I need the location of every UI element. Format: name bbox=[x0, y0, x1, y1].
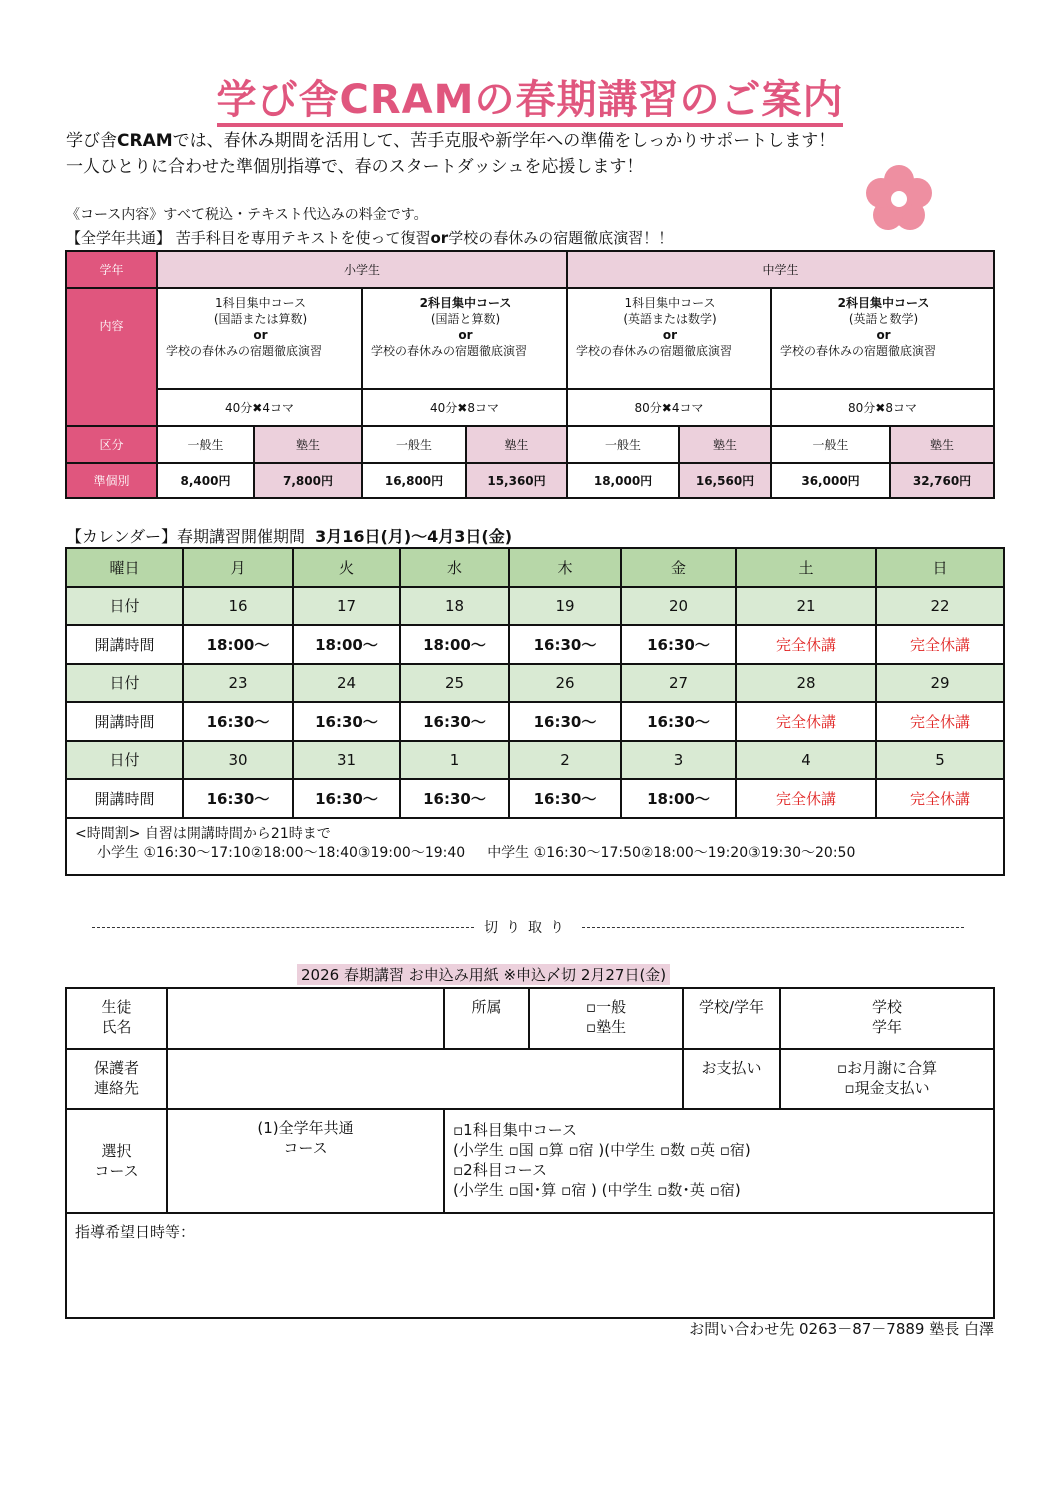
course-content: 2科目集中コース (国語と算数) or 学校の春休みの宿題徹底演習 bbox=[362, 288, 567, 389]
time-cell: 16:30～ bbox=[293, 779, 400, 818]
course-content: 2科目集中コース (英語と数学) or 学校の春休みの宿題徹底演習 bbox=[771, 288, 994, 389]
date-label: 日付 bbox=[66, 741, 183, 780]
checkbox-cash[interactable]: ▫現金支払い bbox=[844, 1079, 930, 1097]
one-subject-choices[interactable]: (小学生 ▫国 ▫算 ▫宿 )(中学生 ▫数 ▫英 ▫宿) bbox=[453, 1141, 751, 1159]
time-cell: 16:30～ bbox=[509, 702, 621, 741]
weekday: 土 bbox=[736, 548, 876, 587]
price-general: 8,400円 bbox=[157, 463, 254, 498]
time-cell: 16:30～ bbox=[509, 779, 621, 818]
time-cell: 16:30～ bbox=[621, 625, 736, 664]
date-cell: 23 bbox=[183, 664, 293, 703]
date-cell: 20 bbox=[621, 587, 736, 626]
flower-icon bbox=[866, 163, 932, 233]
date-cell: 21 bbox=[736, 587, 876, 626]
date-label: 日付 bbox=[66, 587, 183, 626]
guardian-contact-field[interactable] bbox=[167, 1049, 683, 1109]
course-duration: 40分✖4コマ bbox=[157, 389, 362, 426]
closed-cell: 完全休講 bbox=[736, 702, 876, 741]
date-cell: 16 bbox=[183, 587, 293, 626]
date-cell: 19 bbox=[509, 587, 621, 626]
category-general: 一般生 bbox=[567, 426, 679, 463]
course-table bbox=[65, 250, 995, 499]
closed-cell: 完全休講 bbox=[876, 702, 1004, 741]
two-subject-choices[interactable]: (小学生 ▫国･算 ▫宿 ) (中学生 ▫数･英 ▫宿) bbox=[453, 1181, 741, 1199]
common-course-note: 【全学年共通】 苦手科目を専用テキストを使って復習or学校の春休みの宿題徹底演習！！ bbox=[66, 229, 674, 247]
date-cell: 27 bbox=[621, 664, 736, 703]
affiliation-options bbox=[529, 988, 683, 1049]
date-cell: 22 bbox=[876, 587, 1004, 626]
checkbox-two-subject[interactable]: ▫2科目コース bbox=[453, 1161, 547, 1179]
date-cell: 4 bbox=[736, 741, 876, 780]
price-member: 32,760円 bbox=[890, 463, 994, 498]
payment-options bbox=[780, 1049, 994, 1109]
weekday: 金 bbox=[621, 548, 736, 587]
timetable-note: <時間割> 自習は開講時間から21時まで 小学生 ①16:30～17:10②18:00～18:40③19:00～19:40 中学生 ①16:30～17:50②18:00～19:20③19:30～20:50 bbox=[66, 818, 1004, 875]
course-type: (1)全学年共通 コース bbox=[167, 1109, 444, 1213]
time-label: 開講時間 bbox=[66, 779, 183, 818]
time-cell: 16:30～ bbox=[400, 702, 509, 741]
page-title: 学び舎CRAMの春期講習のご案内 bbox=[0, 68, 1060, 125]
row-label-category: 区分 bbox=[66, 426, 157, 463]
date-cell: 5 bbox=[876, 741, 1004, 780]
student-name-field[interactable] bbox=[167, 988, 444, 1049]
checkbox-member[interactable]: ▫塾生 bbox=[585, 1018, 627, 1036]
weekday: 日 bbox=[876, 548, 1004, 587]
price-general: 16,800円 bbox=[362, 463, 466, 498]
course-note: 《コース内容》すべて税込・テキスト代込みの料金です。 bbox=[66, 207, 428, 223]
category-member: 塾生 bbox=[890, 426, 994, 463]
closed-cell: 完全休講 bbox=[876, 779, 1004, 818]
price-general: 18,000円 bbox=[567, 463, 679, 498]
time-cell: 16:30～ bbox=[183, 779, 293, 818]
calendar-table bbox=[65, 547, 1005, 876]
intro-text: 学び舎CRAMでは、春休み期間を活用して、苦手克服や新学年への準備をしっかりサポートします！ 一人ひとりに合わせた準個別指導で、春のスタートダッシュを応援します！ bbox=[66, 131, 836, 177]
checkbox-monthly[interactable]: ▫お月謝に合算 bbox=[836, 1059, 938, 1077]
category-general: 一般生 bbox=[771, 426, 890, 463]
course-content: 1科目集中コース (国語または算数) or 学校の春休みの宿題徹底演習 bbox=[157, 288, 362, 389]
date-cell: 2 bbox=[509, 741, 621, 780]
contact-footer: お問い合わせ先 0263－87－7889 塾長 白澤 bbox=[689, 1320, 994, 1338]
weekday: 水 bbox=[400, 548, 509, 587]
time-cell: 16:30～ bbox=[400, 779, 509, 818]
grade-junior-high: 中学生 bbox=[567, 251, 994, 288]
date-cell: 25 bbox=[400, 664, 509, 703]
price-general: 36,000円 bbox=[771, 463, 890, 498]
dashed-divider bbox=[92, 927, 474, 928]
price-member: 16,560円 bbox=[679, 463, 771, 498]
date-label: 日付 bbox=[66, 664, 183, 703]
category-member: 塾生 bbox=[254, 426, 362, 463]
time-cell: 18:00～ bbox=[400, 625, 509, 664]
course-duration: 40分✖8コマ bbox=[362, 389, 567, 426]
time-label: 開講時間 bbox=[66, 625, 183, 664]
date-cell: 24 bbox=[293, 664, 400, 703]
time-cell: 16:30～ bbox=[621, 702, 736, 741]
date-cell: 31 bbox=[293, 741, 400, 780]
course-select-label: 選択 コース bbox=[66, 1109, 167, 1213]
preferred-schedule-label: 指導希望日時等： bbox=[75, 1223, 196, 1241]
course-options bbox=[444, 1109, 994, 1213]
date-cell: 1 bbox=[400, 741, 509, 780]
date-cell: 18 bbox=[400, 587, 509, 626]
affiliation-label: 所属 bbox=[444, 988, 529, 1049]
dashed-divider bbox=[582, 927, 964, 928]
category-member: 塾生 bbox=[679, 426, 771, 463]
date-cell: 17 bbox=[293, 587, 400, 626]
time-cell: 18:00～ bbox=[293, 625, 400, 664]
closed-cell: 完全休講 bbox=[876, 625, 1004, 664]
row-label-price: 準個別 bbox=[66, 463, 157, 498]
weekday: 火 bbox=[293, 548, 400, 587]
weekday: 月 bbox=[183, 548, 293, 587]
category-general: 一般生 bbox=[362, 426, 466, 463]
row-label-grade: 学年 bbox=[66, 251, 157, 288]
course-duration: 80分✖4コマ bbox=[567, 389, 771, 426]
checkbox-one-subject[interactable]: ▫1科目集中コース bbox=[453, 1121, 577, 1139]
row-label-content: 内容 bbox=[66, 288, 157, 426]
closed-cell: 完全休講 bbox=[736, 779, 876, 818]
school-grade-label: 学校/学年 bbox=[683, 988, 780, 1049]
date-cell: 26 bbox=[509, 664, 621, 703]
date-cell: 30 bbox=[183, 741, 293, 780]
time-label: 開講時間 bbox=[66, 702, 183, 741]
date-cell: 28 bbox=[736, 664, 876, 703]
weekday-label: 曜日 bbox=[66, 548, 183, 587]
time-cell: 18:00～ bbox=[621, 779, 736, 818]
cut-line bbox=[92, 917, 964, 937]
time-cell: 16:30～ bbox=[183, 702, 293, 741]
date-cell: 29 bbox=[876, 664, 1004, 703]
calendar-title: 【カレンダー】春期講習開催期間 3月16日(月)～4月3日(金) bbox=[66, 527, 513, 546]
preferred-schedule-field[interactable] bbox=[66, 1213, 994, 1318]
price-member: 15,360円 bbox=[466, 463, 567, 498]
grade-elementary: 小学生 bbox=[157, 251, 567, 288]
course-duration: 80分✖8コマ bbox=[771, 389, 994, 426]
category-general: 一般生 bbox=[157, 426, 254, 463]
price-member: 7,800円 bbox=[254, 463, 362, 498]
payment-label: お支払い bbox=[683, 1049, 780, 1109]
weekday: 木 bbox=[509, 548, 621, 587]
date-cell: 3 bbox=[621, 741, 736, 780]
time-cell: 16:30～ bbox=[509, 625, 621, 664]
form-title: 2026 春期講習 お申込み用紙 ※申込〆切 2月27日(金) bbox=[297, 964, 670, 985]
school-grade-field[interactable]: 学校 学年 bbox=[780, 988, 994, 1049]
closed-cell: 完全休講 bbox=[736, 625, 876, 664]
application-form bbox=[65, 987, 995, 1319]
category-member: 塾生 bbox=[466, 426, 567, 463]
time-cell: 18:00～ bbox=[183, 625, 293, 664]
course-content: 1科目集中コース (英語または数学) or 学校の春休みの宿題徹底演習 bbox=[567, 288, 771, 389]
checkbox-general[interactable]: ▫一般 bbox=[585, 998, 627, 1016]
time-cell: 16:30～ bbox=[293, 702, 400, 741]
cut-label: 切り取り bbox=[484, 920, 572, 936]
student-name-label: 生徒 氏名 bbox=[66, 988, 167, 1049]
guardian-contact-label: 保護者 連絡先 bbox=[66, 1049, 167, 1109]
